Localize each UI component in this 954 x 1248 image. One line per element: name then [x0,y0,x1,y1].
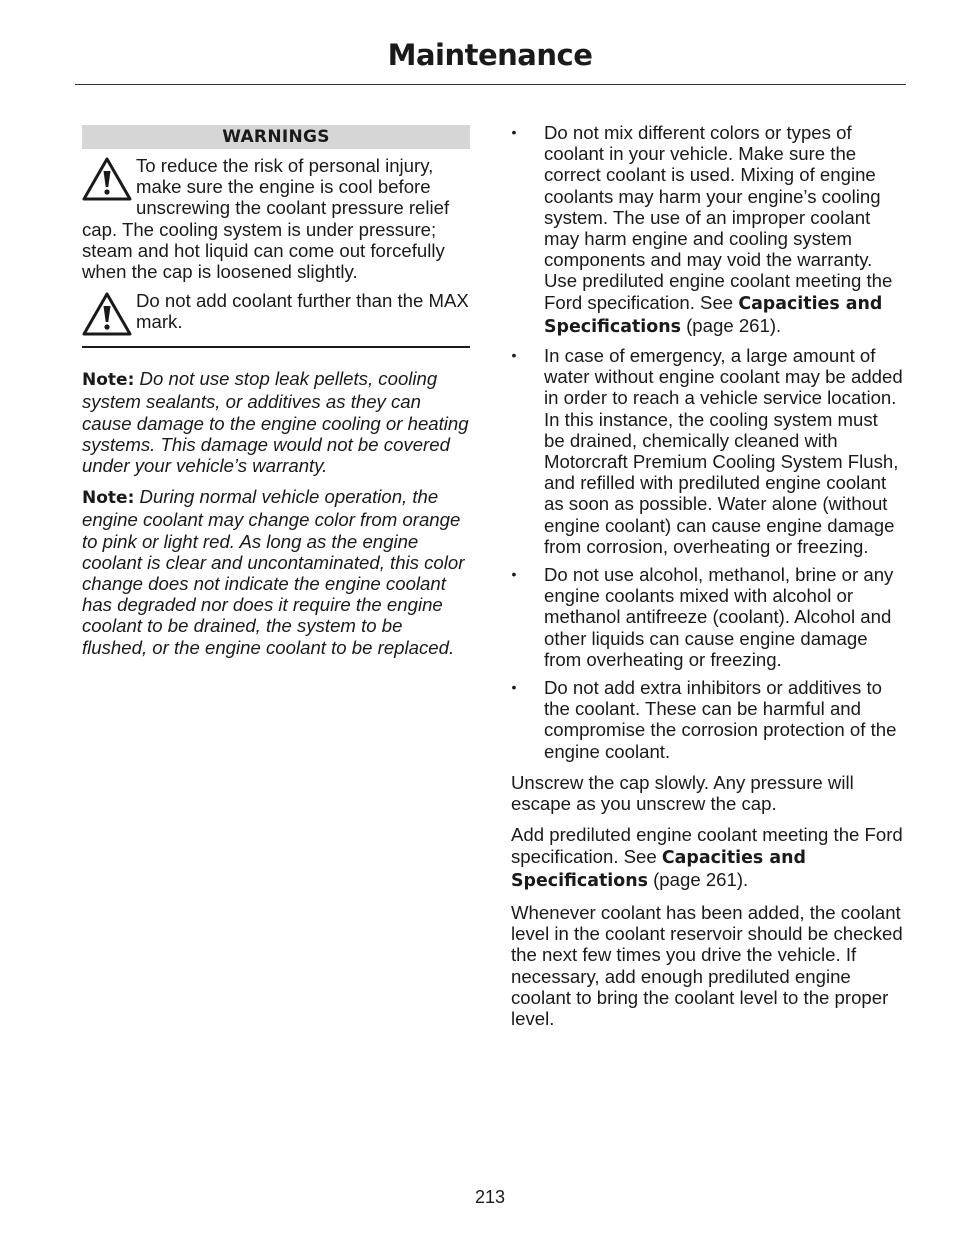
page-title: Maintenance [387,38,593,72]
warning-text: Do not add coolant further than the MAX mark. [136,290,469,333]
warning-text: To reduce the risk of personal injury, make sure the engine is cool before unscrewing the coolant pressure relief cap. The cooling system is under pressure; steam and hot liquid can come out forcefully when the cap is loosened slightly. [82,155,450,283]
warnings-divider [82,346,470,348]
bullet-marker: • [511,124,517,140]
list-item-text: Do not add extra inhibitors or additives to the coolant. These can be harmful and compromise the corrosion protection of the engine coolant. [544,677,897,762]
bullet-list [511,122,903,762]
list-item-text: Do not use alcohol, methanol, brine or any engine coolants mixed with alcohol or methanol antifreeze (coolant). Alcohol and other liquids can cause engine damage from overheating or freezing. [544,564,894,670]
list-item [511,122,903,338]
warning-item [82,290,470,336]
page-reference: (page 261). [680,314,782,336]
page-reference: (page 261). [647,868,749,890]
note-paragraph [82,486,470,658]
left-column [82,125,470,658]
cross-reference-link[interactable]: Capacities and Specifications [511,847,806,891]
warning-triangle-icon [82,157,132,201]
list-item-text: Do not mix different colors or types of coolant in your vehicle. Make sure the correct coolant is used. Mixing of engine coolants may harm your engine’s cooling system. The use of an improper coolant may harm engine and cooling system components and may void the warranty. Use prediluted engine coolant meeting the Ford specification. See [544,122,893,313]
body-paragraph [511,824,903,892]
cross-reference-link[interactable]: Capacities and Specifications [544,293,883,337]
list-item [511,677,903,762]
bullet-marker: • [511,347,517,364]
page-number: 213 [474,1187,506,1207]
warning-triangle-icon [82,292,132,336]
warnings-heading: WARNINGS [82,125,470,149]
list-item-text: In case of emergency, a large amount of water without engine coolant may be added in order to reach a vehicle service location. In this instance, the cooling system must be drained, chemically cleaned with Motorcraft Premium Cooling System Flush, and refilled with prediluted engine coolant as soon as possible. Water alone (without engine coolant) can cause engine damage from corrosion, overheating or freezing. [544,345,903,557]
header-divider [75,84,906,85]
right-column [511,122,903,1029]
note-text: During normal vehicle operation, the engine coolant may change color from orange to pink or light red. As long as the engine coolant is clear and uncontaminated, this color change does not indicate the engine coolant has degraded nor does it require the engine coolant to be drained, the system to be flushed, or the engine coolant to be replaced. [82,486,465,658]
body-paragraph: Whenever coolant has been added, the coolant level in the coolant reservoir should be checked the next few times you drive the vehicle. If necessary, add enough prediluted engine coolant to bring the coolant level to the proper level. [511,901,903,1029]
warning-item [82,155,470,282]
body-paragraph: Unscrew the cap slowly. Any pressure will escape as you unscrew the cap. [511,771,854,815]
paragraph-text: Add prediluted engine coolant meeting the Ford specification. See [511,824,903,867]
note-label: Note: [82,370,135,391]
bullet-marker: • [511,679,517,696]
note-paragraph [82,368,470,476]
bullet-marker: • [511,566,517,583]
note-label: Note: [82,488,135,509]
list-item [511,345,903,557]
list-item [511,564,903,670]
note-text: Do not use stop leak pellets, cooling system sealants, or additives as they can cause damage to the engine cooling or heating systems. This damage would not be covered under your vehicle’s warranty. [82,368,469,477]
